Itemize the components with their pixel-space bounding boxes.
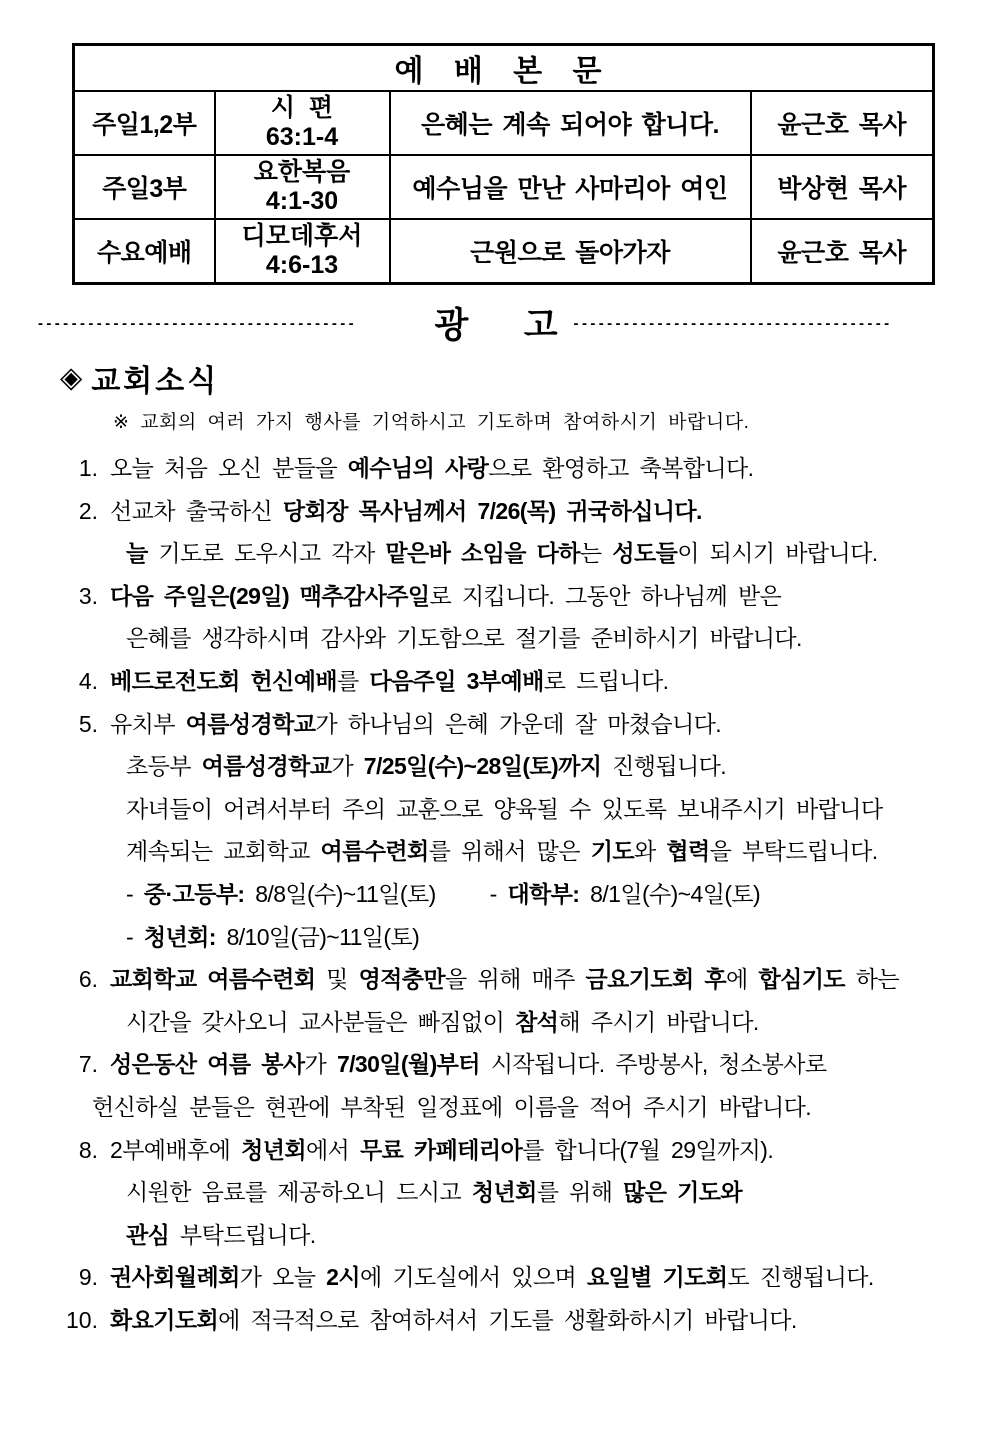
announcement-item	[0, 575, 992, 618]
announcement-text-bold: 참석	[515, 1008, 559, 1035]
announcement-text-bold: 여름성경학교	[201, 753, 332, 780]
announcement-text-bold: 합심기도	[758, 966, 845, 993]
announcement-text-bold: 많은 기도와	[623, 1179, 743, 1206]
announcement-list	[0, 447, 992, 1341]
announcement-text-bold: 협력	[666, 838, 710, 865]
service-name-cell: 주일3부	[74, 155, 215, 219]
announcement-text-bold: 당회장 목사님께서 7/26(목) 귀국하십니다.	[282, 497, 702, 524]
announcement-text-bold: 7/30일(월)부터	[336, 1051, 480, 1078]
worship-table-title: 예 배 본 문	[74, 45, 934, 92]
announcement-text-bold: 중·고등부:	[143, 880, 245, 907]
announcement-text-bold: 다음 주일은(29일) 맥추감사주일	[110, 582, 430, 609]
sermon-title-cell: 은혜는 계속 되어야 합니다.	[390, 91, 751, 155]
announcement-text: 이 되시기 바랍니다.	[677, 540, 878, 567]
announcement-item	[0, 447, 992, 490]
announcement-number: 2.	[78, 497, 98, 524]
preacher-cell: 박상현 목사	[751, 155, 934, 219]
sermon-title-cell: 예수님을 만난 사마리아 여인	[390, 155, 751, 219]
announcement-text: 기도로 도우시고 각자	[147, 540, 386, 567]
announcements-section-title: 광 고	[434, 306, 570, 345]
announcement-text-bold: 다음주일 3부예배	[369, 667, 544, 694]
announcement-text: 시원한 음료를 제공하오니 드시고	[126, 1179, 472, 1206]
announcement-number: 9.	[78, 1264, 98, 1291]
announcement-continuation-line	[0, 1001, 992, 1044]
announcement-text: 초등부	[126, 753, 202, 780]
announcement-text-bold: 여름성경학교	[185, 710, 316, 737]
diamond-bullet-icon: ◈	[60, 362, 83, 394]
worship-table-row	[74, 91, 934, 155]
announcement-text: 8/10일(금)~11일(토)	[215, 923, 420, 950]
divider-dash-left: --------------------------------------	[38, 314, 358, 332]
announcement-text-bold: 여름수련회	[320, 838, 429, 865]
announcement-text: 은혜를 생각하시며 감사와 기도함으로 절기를 준비하시기 바랍니다.	[126, 625, 802, 652]
announcement-text-bold: 기도	[590, 838, 634, 865]
announcement-text-bold: 금요기도회	[585, 966, 694, 993]
announcements-divider	[0, 298, 992, 348]
announcement-continuation-line	[0, 1171, 992, 1214]
announcement-text: 2부예배후에	[110, 1136, 242, 1163]
announcement-text: 을 부탁드립니다.	[709, 838, 878, 865]
announcement-text-bold: 카페테리아	[414, 1136, 523, 1163]
announcement-text-bold: 대학부:	[507, 880, 580, 907]
announcement-text: 부탁드립니다.	[169, 1221, 316, 1248]
announcement-text: 를 합니다(7월 29일까지).	[522, 1136, 774, 1163]
announcement-item	[0, 703, 992, 746]
announcement-text: 으로 환영하고 축복합니다.	[488, 455, 754, 481]
announcement-item	[0, 1129, 992, 1172]
announcement-text: 는	[579, 540, 613, 567]
announcement-item	[0, 958, 992, 1001]
scripture-cell: 시 편 63:1-4	[215, 91, 390, 155]
church-news-heading	[60, 356, 992, 400]
announcement-text-bold: 무료	[359, 1136, 404, 1163]
announcement-text-bold: 2시	[326, 1264, 360, 1291]
announcement-text-bold: 청년회	[471, 1179, 537, 1206]
announcement-continuation-line	[0, 830, 992, 873]
announcement-number: 5.	[78, 710, 98, 737]
announcement-number: 4.	[78, 667, 98, 694]
announcement-text	[526, 540, 537, 566]
announcement-text: 에 적극적으로 참여하셔서 기도를 생활화하시기 바랍니다.	[218, 1306, 797, 1333]
announcement-item	[0, 1256, 992, 1299]
announcement-text-bold: 관심	[126, 1221, 170, 1248]
announcement-continuation-line	[0, 873, 992, 916]
announcement-text-bold: 청년회	[241, 1136, 306, 1163]
announcement-text: 로 지킵니다. 그동안 하나님께 받은	[429, 582, 782, 609]
sermon-title-cell: 근원으로 돌아가자	[390, 219, 751, 284]
church-news-title: 교회소식	[91, 365, 220, 398]
announcement-text-bold: 다하	[536, 540, 580, 567]
announcement-text-bold: 화요기도회	[110, 1306, 219, 1333]
announcement-text: 시간을 갖사오니 교사분들은 빠짐없이	[126, 1008, 516, 1035]
announcement-continuation-line	[0, 532, 992, 575]
church-news-note: ※ 교회의 여러 가지 행사를 기억하시고 기도하며 참여하시기 바랍니다.	[113, 412, 750, 433]
announcement-number: 3.	[78, 582, 98, 609]
announcement-text-bold: 권사회월례회	[110, 1264, 240, 1291]
announcement-text: 에 기도실에서 있으며	[359, 1264, 587, 1291]
announcement-text-bold: 늘	[126, 540, 148, 567]
announcement-text: 를	[336, 667, 370, 694]
announcement-item	[0, 490, 992, 533]
announcement-text-bold: 청년회:	[143, 923, 216, 950]
announcement-continuation-line	[0, 788, 992, 831]
announcement-text: 계속되는 교회학교	[126, 838, 321, 865]
announcement-text: 도 진행됩니다.	[727, 1264, 874, 1291]
announcement-number: 6.	[78, 966, 98, 993]
scripture-cell: 디모데후서 4:6-13	[215, 219, 390, 284]
announcement-continuation-line	[0, 916, 992, 959]
announcement-number: 7.	[78, 1051, 98, 1078]
scripture-cell: 요한복음 4:1-30	[215, 155, 390, 219]
announcement-text: 를 위해	[536, 1179, 624, 1206]
announcement-text: 와	[633, 838, 667, 865]
service-name-cell: 주일1,2부	[74, 91, 215, 155]
announcement-text: 헌신하실 분들은 현관에 부착된 일정표에 이름을 적어 주시기 바랍니다.	[92, 1093, 812, 1120]
worship-scripture-table	[72, 43, 935, 285]
announcement-text-bold: 영적충만	[358, 966, 446, 993]
announcement-text: 8/1일(수)~4일(토)	[579, 880, 761, 907]
announcement-text: 을 위해 매주	[445, 966, 586, 993]
announcement-item	[0, 1043, 992, 1086]
announcement-text: 진행됩니다.	[601, 753, 726, 780]
preacher-cell: 윤근호 목사	[751, 219, 934, 284]
announcement-text: 가	[304, 1051, 337, 1078]
announcement-text-bold: 성도들	[612, 540, 678, 567]
announcement-text: 에	[726, 966, 759, 993]
announcement-text: 오늘 처음 오신 분들을	[110, 455, 348, 481]
announcement-text: 8/8일(수)~11일(토) -	[244, 880, 508, 907]
worship-table-row	[74, 219, 934, 284]
announcement-continuation-line	[0, 745, 992, 788]
announcement-text-bold: 예수님의 사랑	[347, 455, 489, 481]
announcement-text: 해 주시기 바랍니다.	[558, 1008, 759, 1035]
announcement-continuation-line	[0, 1214, 992, 1257]
service-name-cell: 수요예배	[74, 219, 215, 284]
announcement-text-bold: 교회학교 여름수련회	[110, 966, 316, 993]
announcement-text: 가 오늘	[239, 1264, 327, 1291]
announcement-text: 하는	[844, 966, 899, 993]
worship-table-header-row	[74, 45, 934, 92]
announcement-text	[694, 966, 705, 992]
announcement-text-bold: 맡은바 소임을	[385, 540, 526, 567]
announcement-text-bold: 요일별 기도회	[586, 1264, 728, 1291]
announcement-continuation-line	[0, 617, 992, 660]
announcement-text: 및	[315, 966, 359, 993]
bulletin-page	[0, 43, 992, 1446]
preacher-cell: 윤근호 목사	[751, 91, 934, 155]
announcement-text-bold: 후	[704, 966, 727, 993]
announcement-number: 1.	[78, 455, 98, 481]
announcement-text-bold: 7/25일(수)~28일(토)까지	[363, 753, 602, 780]
announcement-text: 에서	[305, 1136, 360, 1163]
worship-table-row	[74, 155, 934, 219]
announcement-number: 8.	[78, 1136, 98, 1163]
announcement-text: 를 위해서 많은	[428, 838, 591, 865]
announcement-continuation-line	[0, 1086, 992, 1129]
announcement-number: 10.	[66, 1306, 98, 1333]
announcement-text	[403, 1137, 414, 1163]
announcement-text-bold: 성은동산 여름 봉사	[110, 1051, 305, 1078]
announcement-text-bold: 베드로전도회 헌신예배	[110, 667, 337, 694]
announcement-text: 유치부	[110, 710, 186, 737]
announcement-text: -	[126, 880, 144, 907]
announcement-text: 가	[331, 753, 364, 780]
announcement-text: 자녀들이 어려서부터 주의 교훈으로 양육될 수 있도록 보내주시기 바랍니다	[126, 795, 883, 822]
announcement-item	[0, 660, 992, 703]
announcement-text: 로 드립니다.	[543, 667, 669, 694]
announcement-text: -	[126, 923, 144, 950]
divider-dash-right: --------------------------------------	[573, 314, 893, 332]
announcement-item	[0, 1299, 992, 1342]
announcement-text: 가 하나님의 은혜 가운데 잘 마쳤습니다.	[315, 710, 722, 737]
announcement-text: 선교차 출국하신	[110, 497, 283, 524]
announcement-text: 시작됩니다. 주방봉사, 청소봉사로	[479, 1051, 827, 1078]
